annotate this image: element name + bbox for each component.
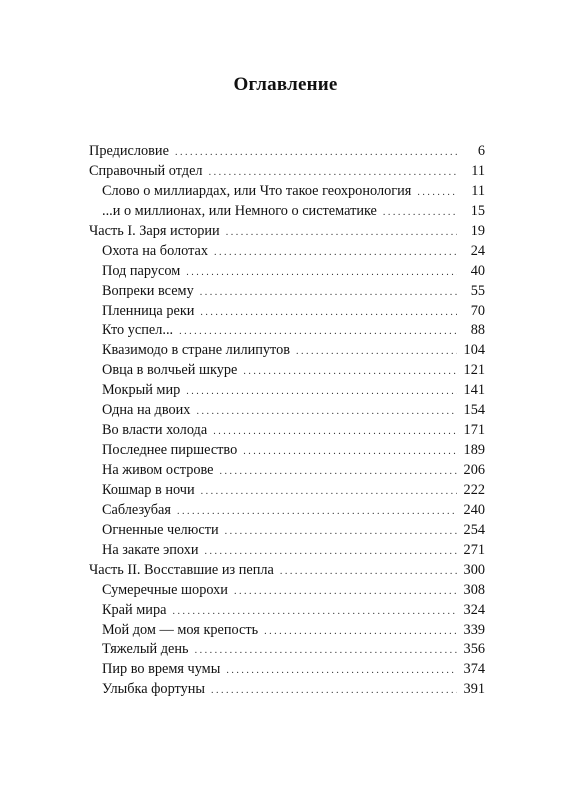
dot-leader xyxy=(280,562,457,582)
toc-entry[interactable] xyxy=(89,361,485,381)
toc-entry-title: Одна на двоих xyxy=(102,402,191,419)
dot-leader xyxy=(186,263,457,283)
toc-entry-title: На закате эпохи xyxy=(102,541,199,558)
toc-entry-title: Овца в волчьей шкуре xyxy=(102,362,238,379)
toc-entry-title: Вопреки всему xyxy=(102,282,194,299)
toc-entry-title: Квазимодо в стране лилипутов xyxy=(102,342,291,359)
toc-entry[interactable] xyxy=(89,242,485,262)
toc-entry-page-number: 141 xyxy=(463,382,485,399)
toc-entry[interactable] xyxy=(89,142,485,162)
toc-entry-title: Мой дом — моя крепость xyxy=(102,621,259,638)
toc-entry-title: На живом острове xyxy=(102,462,214,478)
toc-entry[interactable] xyxy=(89,621,485,641)
dot-leader xyxy=(296,342,457,362)
toc-entry-page-number: 308 xyxy=(463,581,485,598)
dot-leader xyxy=(209,163,457,183)
toc-entry-title: Улыбка фортуны xyxy=(102,681,206,698)
toc-entry[interactable] xyxy=(89,162,485,182)
dot-leader xyxy=(213,422,457,442)
toc-entry-page-number: 324 xyxy=(463,601,485,618)
toc-entry[interactable] xyxy=(89,441,485,461)
toc-entry[interactable] xyxy=(89,481,485,501)
toc-entry-page-number: 300 xyxy=(463,561,485,578)
toc-entry-title: Под парусом xyxy=(102,262,181,279)
toc-entry-title: Край мира xyxy=(102,601,167,618)
dot-leader xyxy=(196,402,457,422)
toc-entry-page-number: 11 xyxy=(471,182,485,199)
toc-entry-page-number: 55 xyxy=(470,282,485,299)
dot-leader xyxy=(264,622,457,642)
toc-entry-title: Справочный отдел xyxy=(89,162,203,179)
toc-entry[interactable] xyxy=(89,262,485,282)
toc-entry-title: Предисловие xyxy=(89,143,169,159)
toc-entry-title: Пир во время чумы xyxy=(102,661,221,678)
toc-entry[interactable] xyxy=(89,381,485,401)
toc-entry-page-number: 104 xyxy=(463,342,485,359)
dot-leader xyxy=(417,183,457,203)
toc-entry-title: Пленница реки xyxy=(102,302,195,319)
toc-entry[interactable] xyxy=(89,202,485,222)
toc-entry-page-number: 11 xyxy=(471,162,485,179)
toc-entry-title: Мокрый мир xyxy=(102,382,181,399)
dot-leader xyxy=(195,641,457,661)
toc-entry[interactable] xyxy=(89,640,485,660)
toc-entry-title: Сумеречные шорохи xyxy=(102,581,228,598)
dot-leader xyxy=(200,283,457,303)
toc-entry-title: Последнее пиршество xyxy=(102,442,238,459)
toc-entry[interactable] xyxy=(89,561,485,581)
toc-entry[interactable] xyxy=(89,601,485,621)
toc-entry-title: Во власти холода xyxy=(102,422,208,439)
toc-entry-page-number: 70 xyxy=(470,302,485,319)
toc-entry-page-number: 171 xyxy=(463,422,485,439)
dot-leader xyxy=(225,522,457,542)
dot-leader xyxy=(177,502,457,522)
toc-entry-page-number: 6 xyxy=(477,143,485,159)
dot-leader xyxy=(243,442,457,462)
toc-entry-page-number: 374 xyxy=(463,661,485,678)
table-of-contents xyxy=(89,142,485,700)
toc-entry[interactable] xyxy=(89,421,485,441)
toc-entry-page-number: 154 xyxy=(463,402,485,419)
toc-entry-title: Кошмар в ночи xyxy=(102,481,195,498)
toc-entry[interactable] xyxy=(89,461,485,481)
dot-leader xyxy=(214,243,457,263)
dot-leader xyxy=(186,382,457,402)
toc-entry[interactable] xyxy=(89,501,485,521)
toc-entry[interactable] xyxy=(89,660,485,680)
toc-entry-page-number: 254 xyxy=(463,521,485,538)
toc-entry[interactable] xyxy=(89,282,485,302)
dot-leader xyxy=(175,143,457,163)
toc-entry-title: Слово о миллиардах, или Что такое геохронология xyxy=(102,182,412,199)
toc-entry-page-number: 88 xyxy=(470,322,485,339)
toc-entry[interactable] xyxy=(89,581,485,601)
dot-leader xyxy=(226,223,457,243)
toc-entry-page-number: 240 xyxy=(463,501,485,518)
toc-entry[interactable] xyxy=(89,302,485,322)
dot-leader xyxy=(205,542,458,562)
toc-entry[interactable] xyxy=(89,321,485,341)
toc-entry[interactable] xyxy=(89,541,485,561)
toc-entry-title: Тяжелый день xyxy=(102,641,189,658)
toc-entry-title: Саблезубая xyxy=(102,501,171,518)
toc-entry-page-number: 121 xyxy=(463,362,485,379)
toc-entry[interactable] xyxy=(89,182,485,202)
dot-leader xyxy=(243,362,457,382)
dot-leader xyxy=(226,661,457,681)
toc-entry-page-number: 271 xyxy=(463,541,485,558)
toc-entry-page-number: 24 xyxy=(470,242,485,259)
toc-entry-page-number: 356 xyxy=(463,641,485,658)
toc-entry[interactable] xyxy=(89,222,485,242)
toc-entry-title: ...и о миллионах, или Немного о систематике xyxy=(102,202,377,219)
dot-leader xyxy=(220,462,457,482)
toc-entry-page-number: 222 xyxy=(463,481,485,498)
toc-entry-title: Часть I. Заря истории xyxy=(89,222,220,239)
dot-leader xyxy=(172,602,457,622)
toc-entry-title: Часть II. Восставшие из пепла xyxy=(89,561,274,578)
toc-entry-page-number: 19 xyxy=(470,222,485,239)
dot-leader xyxy=(383,203,457,223)
toc-entry[interactable] xyxy=(89,401,485,421)
dot-leader xyxy=(211,681,457,701)
toc-entry-page-number: 40 xyxy=(470,262,485,279)
dot-leader xyxy=(179,322,457,342)
toc-entry-title: Кто успел... xyxy=(102,322,174,339)
toc-entry-page-number: 15 xyxy=(470,202,485,219)
toc-entry[interactable] xyxy=(89,341,485,361)
page-title: Оглавление xyxy=(233,74,338,95)
toc-entry-page-number: 391 xyxy=(463,681,485,698)
toc-entry-page-number: 339 xyxy=(463,621,485,638)
toc-entry-page-number: 189 xyxy=(463,442,485,459)
toc-entry-title: Огненные челюсти xyxy=(102,521,219,538)
toc-entry[interactable] xyxy=(89,680,485,700)
dot-leader xyxy=(234,582,457,602)
toc-entry[interactable] xyxy=(89,521,485,541)
toc-entry-page-number: 206 xyxy=(463,462,485,478)
dot-leader xyxy=(200,303,457,323)
dot-leader xyxy=(201,482,457,502)
toc-entry-title: Охота на болотах xyxy=(102,242,209,259)
